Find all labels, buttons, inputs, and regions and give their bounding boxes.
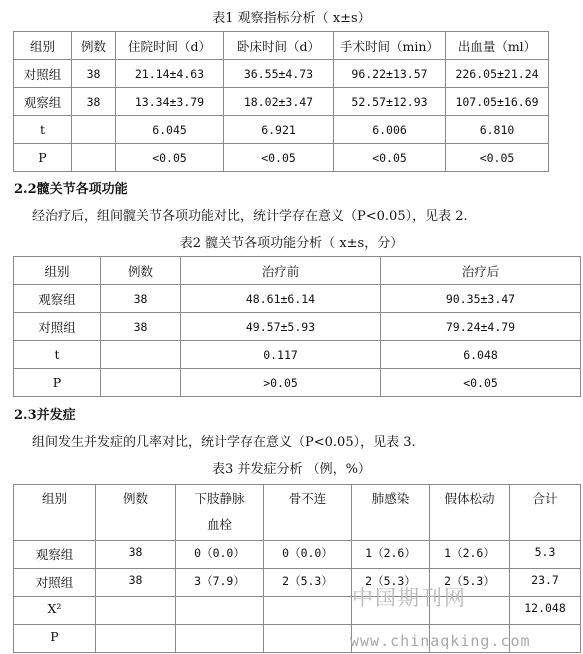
header-cell: 假体松动 xyxy=(430,485,510,541)
table-cell xyxy=(264,625,352,653)
table-cell: 对照组 xyxy=(14,60,72,88)
table-cell: 2（5.3） xyxy=(264,569,352,597)
table-cell: 6.048 xyxy=(381,341,581,369)
table-cell: 49.57±5.93 xyxy=(181,313,381,341)
table-cell: t xyxy=(14,341,101,369)
header-cell xyxy=(176,485,264,541)
table2 xyxy=(13,256,581,397)
table-cell: 107.05±16.69 xyxy=(446,88,549,116)
section22-text: 经治疗后，组间髋关节各项功能对比，统计学存在意义（P<0.05），见表 2. xyxy=(32,209,468,224)
table-row xyxy=(14,597,581,625)
table-row xyxy=(14,569,581,597)
table-cell: 38 xyxy=(72,88,116,116)
table2-caption: 表2 髋关节各项功能分析（ x±s，分） xyxy=(179,236,404,251)
table-cell: 对照组 xyxy=(14,569,96,597)
table-cell: 观察组 xyxy=(14,88,72,116)
table-row xyxy=(14,116,549,144)
header-cell: 住院时间（d） xyxy=(116,32,224,60)
table-row xyxy=(14,341,581,369)
table1 xyxy=(13,31,549,172)
table-cell: 226.05±21.24 xyxy=(446,60,549,88)
table-cell: 18.02±3.47 xyxy=(224,88,334,116)
header-cell: 组别 xyxy=(14,485,96,541)
table3-caption: 表3 并发症分析 （例，%） xyxy=(212,462,371,477)
table-cell xyxy=(264,597,352,625)
section23-heading: 2.3并发症 xyxy=(14,408,76,423)
table-cell: 观察组 xyxy=(14,541,96,569)
table-cell: 38 xyxy=(96,541,176,569)
header-cell: 治疗后 xyxy=(381,257,581,285)
table-row xyxy=(14,88,549,116)
header-cell: 组别 xyxy=(14,32,72,60)
table-cell xyxy=(72,144,116,172)
table-row xyxy=(14,60,549,88)
table-cell: 0（0.0） xyxy=(176,541,264,569)
table-cell xyxy=(176,597,264,625)
table-cell: P xyxy=(14,625,96,653)
header-line: 血栓 xyxy=(206,517,232,532)
header-cell: 组别 xyxy=(14,257,101,285)
table-cell: P xyxy=(14,369,101,397)
table-cell: <0.05 xyxy=(116,144,224,172)
table-cell: 38 xyxy=(72,60,116,88)
table-cell: 观察组 xyxy=(14,285,101,313)
table-cell: 48.61±6.14 xyxy=(181,285,381,313)
header-cell: 例数 xyxy=(72,32,116,60)
table-cell: 1（2.6） xyxy=(430,541,510,569)
table-cell: 96.22±13.57 xyxy=(334,60,446,88)
table-cell: 90.35±3.47 xyxy=(381,285,581,313)
table-row xyxy=(14,144,549,172)
table-cell: 2（5.3） xyxy=(430,569,510,597)
header-cell: 骨不连 xyxy=(264,485,352,541)
header-cell: 例数 xyxy=(96,485,176,541)
table-cell: 13.34±3.79 xyxy=(116,88,224,116)
table-cell: <0.05 xyxy=(381,369,581,397)
table-cell: <0.05 xyxy=(224,144,334,172)
header-cell: 卧床时间（d） xyxy=(224,32,334,60)
table-cell: 0（0.0） xyxy=(264,541,352,569)
table-cell: P xyxy=(14,144,72,172)
table3 xyxy=(13,484,581,653)
table-cell: 38 xyxy=(96,569,176,597)
table-cell: t xyxy=(14,116,72,144)
header-row xyxy=(14,32,549,60)
table-cell: 3（7.9） xyxy=(176,569,264,597)
header-line: 下肢静脉 xyxy=(194,491,245,506)
watermark-logo-text: 中国期刊网 xyxy=(352,586,467,610)
table-cell: 5.3 xyxy=(510,541,581,569)
section22-heading: 2.2髋关节各项功能 xyxy=(14,182,128,197)
table-row xyxy=(14,285,581,313)
table-cell: 12.048 xyxy=(510,597,581,625)
table-cell: 79.24±4.79 xyxy=(381,313,581,341)
table-cell: 6.921 xyxy=(224,116,334,144)
header-cell: 肺感染 xyxy=(352,485,430,541)
table-cell: 6.810 xyxy=(446,116,549,144)
table-cell xyxy=(96,625,176,653)
header-cell: 手术时间（min） xyxy=(334,32,446,60)
table-row xyxy=(14,313,581,341)
table-cell xyxy=(176,625,264,653)
table-row xyxy=(14,541,581,569)
table-cell: 2（5.3） xyxy=(352,569,430,597)
table-cell: <0.05 xyxy=(334,144,446,172)
table-cell: 1（2.6） xyxy=(352,541,430,569)
header-cell: 治疗前 xyxy=(181,257,381,285)
table-cell xyxy=(101,341,181,369)
table-cell: 6.006 xyxy=(334,116,446,144)
table-cell: 对照组 xyxy=(14,313,101,341)
header-row xyxy=(14,485,581,541)
header-cell: 例数 xyxy=(101,257,181,285)
table-cell: 0.117 xyxy=(181,341,381,369)
table-row xyxy=(14,369,581,397)
table-cell xyxy=(101,369,181,397)
table1-caption: 表1 观察指标分析（ x±s） xyxy=(212,11,371,26)
header-cell: 合计 xyxy=(510,485,581,541)
header-cell: 出血量（ml） xyxy=(446,32,549,60)
table-cell: 36.55±4.73 xyxy=(224,60,334,88)
table-cell: >0.05 xyxy=(181,369,381,397)
table-cell: <0.05 xyxy=(446,144,549,172)
table-cell xyxy=(72,116,116,144)
table-cell: 21.14±4.63 xyxy=(116,60,224,88)
header-row xyxy=(14,257,581,285)
table-cell xyxy=(96,597,176,625)
table-cell: 6.045 xyxy=(116,116,224,144)
table-cell: 52.57±12.93 xyxy=(334,88,446,116)
table-cell: 38 xyxy=(101,313,181,341)
watermark-url: www.chinaqking.com xyxy=(350,632,531,650)
table-cell: X² xyxy=(14,597,96,625)
table-cell: 38 xyxy=(101,285,181,313)
section23-text: 组间发生并发症的几率对比，统计学存在意义（P<0.05），见表 3. xyxy=(32,435,416,450)
table-cell: 23.7 xyxy=(510,569,581,597)
